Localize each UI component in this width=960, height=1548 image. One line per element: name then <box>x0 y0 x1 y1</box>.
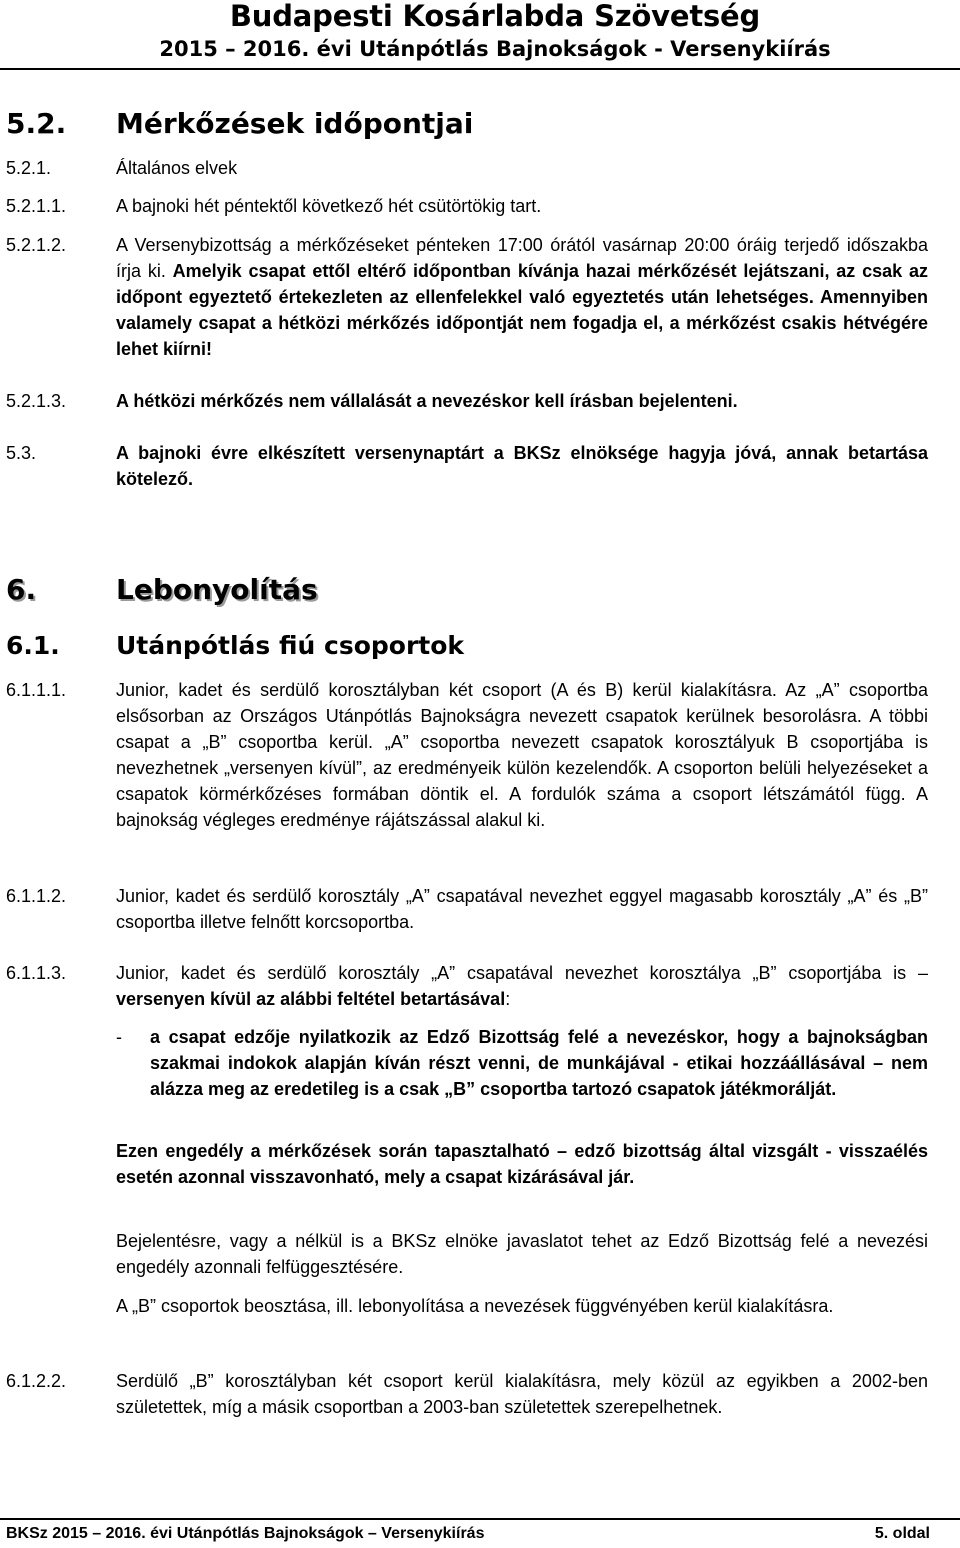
section-text-6-1-2-2: Serdülő „B” korosztályban két csoport kerül kialakításra, mely közül az egyikben a 2002-ben születettek, míg a másik csoportban a 2003-ban születettek szerepelhetnek. <box>116 1371 928 1417</box>
paragraph-5-2-1-2-bold: Amelyik csapat ettől eltérő időpontban kívánja hazai mérkőzését lejátszani, az csak az időpont egyeztető értekezleten az ellenfelekkel való egyeztetés után lehetséges. Amennyiben valamely csapat a hétközi mérkőzés időpontját nem fogadja el, a mérkőzést csakis hétvégére lehet kiírni! <box>116 261 928 359</box>
paragraph-6-1-1-3-regular: Junior, kadet és serdülő korosztály „A” csapatával nevezhet korosztálya „B” csoportjába is – <box>116 963 928 983</box>
paragraph-6-1-1-3-bold: versenyen kívül az alábbi feltétel betartásával <box>116 989 506 1009</box>
paragraph-5-2-1-2-regular: A Versenybizottság a mérkőzéseket pénteken 17:00 órától vasárnap 20:00 óráig terjedő időszakba írja ki. <box>116 235 928 281</box>
footer-divider <box>0 1518 960 1520</box>
section-number-5-2-1-3: 5.2.1.3. <box>6 391 67 411</box>
section-number-6-1-1-1: 6.1.1.1. <box>6 680 67 700</box>
header-title: Budapesti Kosárlabda Szövetség <box>229 0 761 33</box>
section-title-6: Lebonyolítás <box>116 573 318 606</box>
section-number-5-2-1: 5.2.1. <box>6 158 52 178</box>
paragraph-6-1-1-3-colon: : <box>505 989 511 1009</box>
section-number-6-1-1-3: 6.1.1.3. <box>6 963 67 983</box>
paragraph-permission: Ezen engedély a mérkőzések során tapasztalható – edző bizottság által vizsgált - visszaélés esetén azonnal visszavonható, mely a csapat kizárásával jár. <box>116 1141 928 1187</box>
section-number-5-2-1-2: 5.2.1.2. <box>6 235 67 255</box>
section-text-5-2-1: Általános elvek <box>116 158 238 178</box>
section-text-5-2-1-1: A bajnoki hét péntektől következő hét csütörtökig tart. <box>116 196 542 216</box>
header-subtitle: 2015 – 2016. évi Utánpótlás Bajnokságok - Versenykiírás <box>159 37 831 61</box>
section-number-6-1-1-2: 6.1.1.2. <box>6 886 67 906</box>
section-text-5-2-1-2 <box>116 232 928 362</box>
bullet-dash: - <box>116 1027 122 1047</box>
section-text-5-2-1-3: A hétközi mérkőzés nem vállalását a nevezéskor kell írásban bejelenteni. <box>116 391 738 411</box>
paragraph-b-groups: A „B” csoportok beosztása, ill. lebonyolítása a nevezések függvényében kerül kialakításra. <box>116 1296 834 1316</box>
bullet-coach-statement: a csapat edzője nyilatkozik az Edző Bizottság felé a nevezéskor, hogy a bajnokságban szakmai indokok alapján kíván részt venni, de munkájával - etikai hozzáállásával – nem alázza meg az eredetileg is a csak „B” csoportba tartozó csapatok játékmorálját. <box>150 1027 928 1099</box>
section-text-6-1-1-1: Junior, kadet és serdülő korosztályban két csoport (A és B) kerül kialakításra. Az „A” csoportba elsősorban az Országos Utánpótlás Bajnokságra nevezett csapatok kerülnek besorolásra. A többi csapat a „B” csoportba kerül. „A” csoportba nevezett csapatok korosztályuk B csoportjába is nevezhetnek „versenyen kívül”, az eredményeik külön kezelendők. A csoporton belüli helyezéseket a csapatok körmérkőzéses formában döntik el. A fordulók száma a csoport létszámától függ. A bajnokság végleges eredménye rájátszással alakul ki. <box>116 680 928 830</box>
section-title-5-2: Mérkőzések időpontjai <box>116 107 474 140</box>
header-divider <box>0 68 960 70</box>
footer-title: BKSz 2015 – 2016. évi Utánpótlás Bajnokságok – Versenykiírás <box>6 1525 485 1542</box>
section-number-6-1: 6.1. <box>6 631 60 660</box>
section-number-5-2: 5.2. <box>6 107 67 140</box>
section-text-6-1-1-2: Junior, kadet és serdülő korosztály „A” csapatával nevezhet eggyel magasabb korosztály „A” és „B” csoportba illetve felnőtt korcsoportba. <box>116 886 928 932</box>
section-number-6: 6. <box>6 573 37 606</box>
section-number-5-2-1-1: 5.2.1.1. <box>6 196 67 216</box>
paragraph-notification: Bejelentésre, vagy a nélkül is a BKSz elnöke javaslatot tehet az Edző Bizottság felé a nevezési engedély azonnali felfüggesztésére. <box>116 1231 928 1277</box>
section-number-5-3: 5.3. <box>6 443 37 463</box>
page-number: 5. oldal <box>874 1525 930 1542</box>
section-text-6-1-1-3 <box>116 960 928 1012</box>
section-number-6-1-2-2: 6.1.2.2. <box>6 1371 67 1391</box>
section-text-5-3: A bajnoki évre elkészített versenynaptárt a BKSz elnöksége hagyja jóvá, annak betartása kötelező. <box>116 443 928 489</box>
section-title-6-1: Utánpótlás fiú csoportok <box>116 631 465 660</box>
